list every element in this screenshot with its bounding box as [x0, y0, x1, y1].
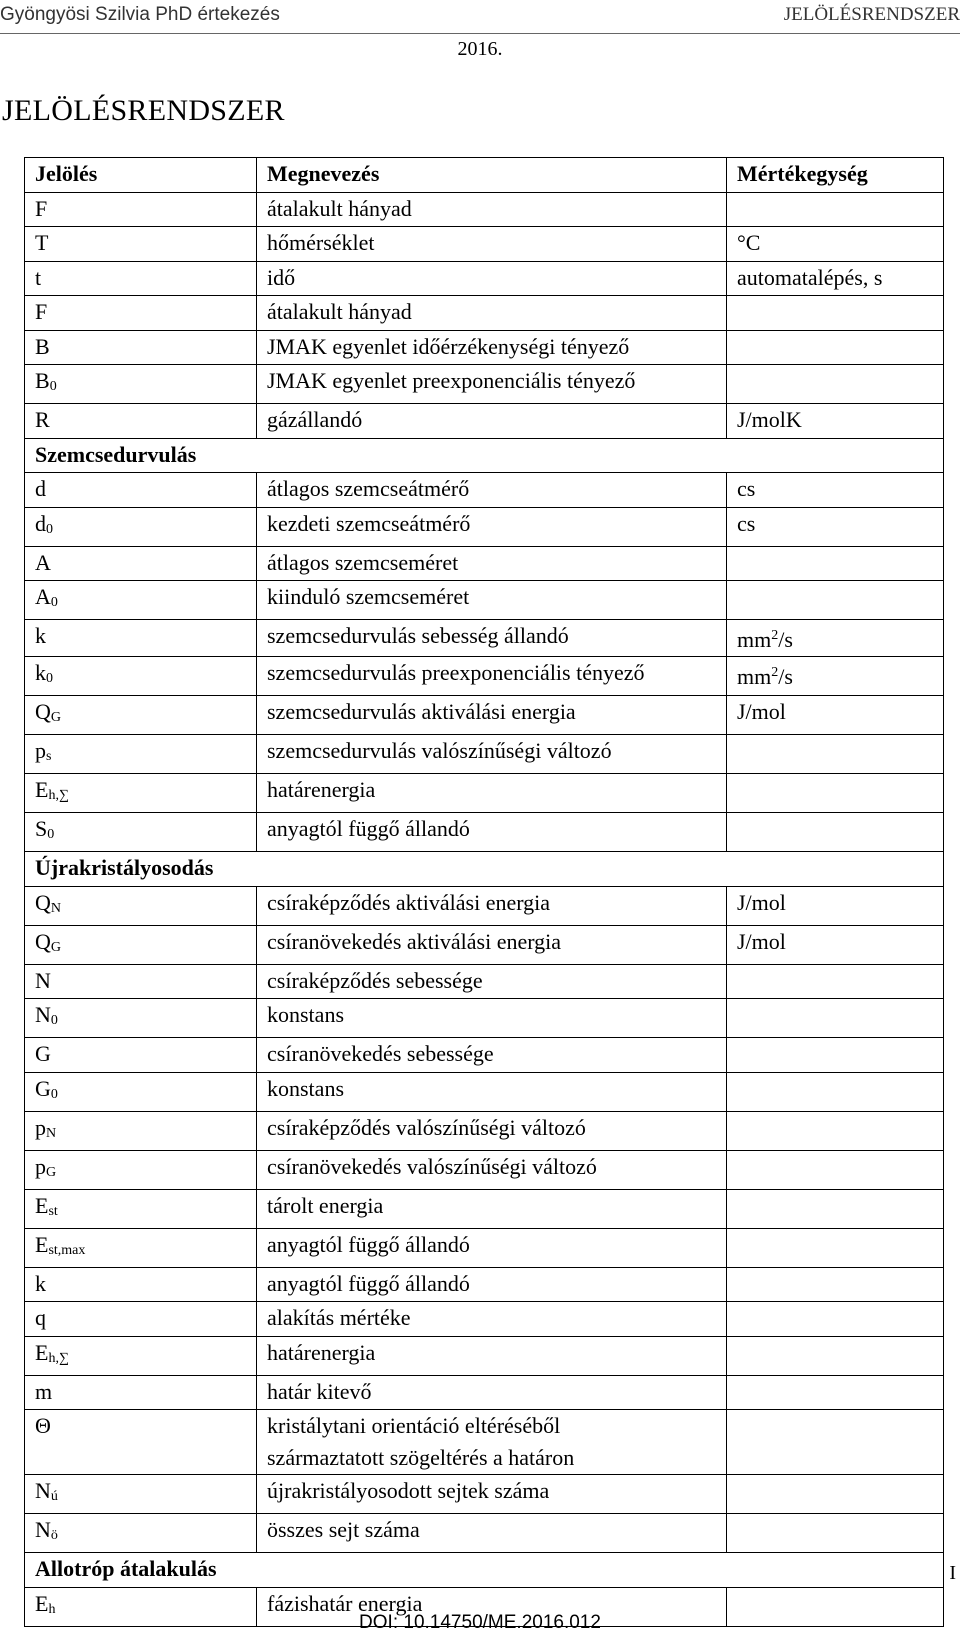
name-cell: [257, 546, 727, 581]
table-row: [25, 964, 944, 999]
symbol: p: [35, 1153, 46, 1179]
table-row: [25, 404, 944, 439]
table-row: [25, 581, 944, 620]
name-text: csíraképződés aktiválási energia: [267, 889, 551, 915]
symbol-cell: [25, 261, 257, 296]
table-row: [25, 507, 944, 546]
symbol-cell: [25, 1375, 257, 1410]
symbol: t: [35, 264, 42, 290]
unit-cell: [727, 507, 944, 546]
unit-cell: [727, 1072, 944, 1111]
name-cell: [257, 735, 727, 774]
symbol: m: [35, 1378, 53, 1404]
symbol-subscript: h: [48, 1601, 56, 1617]
symbol: S: [35, 816, 48, 841]
table-row: [25, 999, 944, 1038]
name-cell: [257, 1336, 727, 1375]
name-text: kezdeti szemcseátmérő: [267, 510, 471, 536]
symbol: E: [35, 1231, 49, 1257]
symbol-cell: [25, 1228, 257, 1267]
table-row: [25, 296, 944, 331]
unit-cell: [727, 365, 944, 404]
table-header-row: [25, 158, 944, 193]
unit-cell: [727, 696, 944, 735]
name-text: átlagos szemcseméret: [267, 549, 459, 575]
symbol-cell: [25, 735, 257, 774]
unit-superscript: 2: [771, 628, 779, 643]
name-cell: [257, 1302, 727, 1337]
symbol: q: [35, 1305, 46, 1330]
unit-text: J/molK: [737, 407, 802, 432]
symbol: G: [35, 1075, 51, 1101]
unit-text: automatalépés, s: [737, 264, 883, 290]
col-header-symbol: Jelölés: [25, 158, 257, 193]
unit-cell: [727, 925, 944, 964]
symbol: k: [35, 1270, 46, 1296]
table-row: [25, 774, 944, 813]
name-cell: [257, 261, 727, 296]
unit-cell: [727, 330, 944, 365]
section-heading: Újrakristályosodás: [25, 852, 944, 887]
unit-cell: [727, 1336, 944, 1375]
name-text: határenergia: [267, 777, 376, 802]
symbol: F: [35, 195, 48, 221]
name-text: összes sejt száma: [267, 1517, 420, 1542]
symbol-cell: [25, 365, 257, 404]
page-header-right: JELÖLÉSRENDSZER: [783, 4, 960, 25]
symbol-subscript: ú: [50, 1489, 58, 1504]
name-text: hőmérséklet: [267, 230, 375, 255]
unit-text: cs: [737, 510, 756, 536]
unit-text: J/mol: [737, 699, 786, 724]
table-row: [25, 261, 944, 296]
symbol-cell: [25, 473, 257, 508]
unit-cell: [727, 735, 944, 774]
table-row: [25, 1150, 944, 1189]
symbol-cell: [25, 1336, 257, 1375]
symbol-subscript: 0: [50, 1086, 58, 1102]
symbol: A: [35, 549, 51, 575]
name-text: csíranövekedés valószínűségi változó: [267, 1153, 597, 1179]
unit-text: J/mol: [737, 889, 786, 915]
table-row: [25, 696, 944, 735]
name-cell: [257, 886, 727, 925]
name-text: tárolt energia: [267, 1192, 384, 1218]
unit-text: mm: [737, 664, 772, 689]
symbol-cell: [25, 813, 257, 852]
symbol-subscript: 0: [50, 595, 58, 610]
unit-cell: [727, 227, 944, 262]
unit-superscript: 2: [771, 665, 779, 680]
symbol-cell: [25, 581, 257, 620]
symbol: R: [35, 407, 50, 432]
table-row: [25, 1228, 944, 1267]
symbol: F: [35, 299, 48, 324]
unit-cell: [727, 620, 944, 657]
symbol: N: [35, 1517, 51, 1542]
table-row: [25, 1475, 944, 1514]
symbol-subscript: s: [46, 749, 52, 764]
symbol: Θ: [35, 1413, 51, 1438]
unit-cell: [727, 1189, 944, 1228]
name-cell: [257, 813, 727, 852]
name-cell: [257, 1072, 727, 1111]
name-text: anyagtól függő állandó: [267, 816, 470, 841]
table-row: [25, 813, 944, 852]
unit-cell: [727, 546, 944, 581]
name-cell: [257, 925, 727, 964]
name-cell: [257, 1514, 727, 1553]
symbol-cell: [25, 296, 257, 331]
header-year: 2016.: [457, 38, 503, 60]
doi: DOI: 10.14750/ME.2016.012: [359, 1612, 601, 1633]
unit-cell: [727, 1038, 944, 1073]
table-row: [25, 1336, 944, 1375]
name-cell: [257, 696, 727, 735]
symbol: T: [35, 230, 49, 255]
table-row: [25, 886, 944, 925]
symbol-subscript: 0: [47, 827, 55, 842]
symbol-subscript: 0: [50, 1013, 58, 1028]
name-cell: [257, 296, 727, 331]
table-row: [25, 192, 944, 227]
name-cell: [257, 1228, 727, 1267]
unit-cell: [727, 813, 944, 852]
section-title: JELÖLÉSRENDSZER: [2, 94, 285, 127]
symbol: k: [35, 660, 46, 685]
name-cell: [257, 964, 727, 999]
symbol-cell: [25, 620, 257, 657]
table-row: [25, 1267, 944, 1302]
col-header-unit: Mértékegység: [727, 158, 944, 193]
page-header-left: Gyöngyösi Szilvia PhD értekezés: [0, 4, 280, 25]
table-row: [25, 1111, 944, 1150]
name-text: csíranövekedés aktiválási energia: [267, 928, 562, 954]
section-row: [25, 852, 944, 887]
symbol-subscript: st: [48, 1203, 58, 1219]
symbol: E: [35, 1339, 49, 1365]
symbol-cell: [25, 925, 257, 964]
name-text: szemcsedurvulás sebesség állandó: [267, 623, 569, 648]
table-row: [25, 473, 944, 508]
name-cell: [257, 1189, 727, 1228]
name-text: átlagos szemcseátmérő: [267, 476, 470, 501]
name-cell: [257, 774, 727, 813]
name-text: gázállandó: [267, 407, 363, 432]
symbol-subscript: 0: [46, 521, 53, 537]
symbol: d: [35, 510, 46, 536]
symbol: N: [35, 967, 51, 993]
symbol-cell: [25, 227, 257, 262]
symbol-cell: [25, 1150, 257, 1189]
table-body: [25, 192, 944, 1626]
symbol-subscript: G: [50, 710, 62, 725]
name-cell: [257, 1150, 727, 1189]
name-cell: [257, 1267, 727, 1302]
unit-text: °C: [737, 230, 761, 255]
symbol-cell: [25, 964, 257, 999]
symbol: E: [35, 777, 49, 802]
unit-cell: [727, 886, 944, 925]
unit-tail: /s: [778, 627, 793, 652]
table-row: [25, 546, 944, 581]
name-cell: [257, 1410, 727, 1475]
symbol-cell: [25, 1267, 257, 1302]
name-text: kiinduló szemcseméret: [267, 584, 470, 609]
name-text: határenergia: [267, 1339, 376, 1365]
table-row: [25, 735, 944, 774]
symbol-cell: [25, 330, 257, 365]
symbol-cell: [25, 1038, 257, 1073]
symbol-cell: [25, 404, 257, 439]
name-cell: [257, 1475, 727, 1514]
table-row: [25, 1410, 944, 1475]
page-number: I: [949, 1562, 956, 1584]
unit-text: cs: [737, 476, 756, 501]
unit-text: J/mol: [737, 928, 786, 954]
unit-cell: [727, 261, 944, 296]
table-row: [25, 1514, 944, 1553]
name-cell: [257, 330, 727, 365]
section-row: [25, 438, 944, 473]
name-cell: [257, 581, 727, 620]
symbol-cell: [25, 657, 257, 696]
symbol: E: [35, 1590, 49, 1616]
name-text: konstans: [267, 1075, 344, 1101]
unit-cell: [727, 657, 944, 696]
table-row: [25, 330, 944, 365]
name-text: konstans: [267, 1002, 344, 1027]
name-text: JMAK egyenlet preexponenciális tényező: [267, 368, 636, 393]
symbol-cell: [25, 1189, 257, 1228]
name-text: szemcsedurvulás preexponenciális tényező: [267, 660, 645, 685]
name-text: idő: [267, 264, 296, 290]
symbol-cell: [25, 1410, 257, 1475]
symbol: B: [35, 368, 50, 393]
symbol: Q: [35, 928, 51, 954]
symbol: k: [35, 623, 46, 648]
table-row: [25, 657, 944, 696]
name-text: szemcsedurvulás valószínűségi változó: [267, 738, 612, 763]
table-row: [25, 227, 944, 262]
name-cell: [257, 620, 727, 657]
table-row: [25, 1189, 944, 1228]
symbol: Q: [35, 699, 51, 724]
symbol: G: [35, 1041, 51, 1066]
symbol-subscript: N: [46, 1125, 57, 1141]
unit-cell: [727, 1514, 944, 1553]
table-row: [25, 925, 944, 964]
symbol-subscript: h,∑: [48, 788, 69, 803]
table-row: [25, 1375, 944, 1410]
name-cell: [257, 507, 727, 546]
symbol: p: [35, 738, 46, 763]
section-row: [25, 1553, 944, 1588]
symbol: N: [35, 1478, 51, 1503]
name-cell: [257, 365, 727, 404]
symbol-cell: [25, 999, 257, 1038]
unit-cell: [727, 1302, 944, 1337]
name-text: átalakult hányad: [267, 195, 412, 221]
name-cell: [257, 1375, 727, 1410]
unit-cell: [727, 1150, 944, 1189]
symbol: Q: [35, 889, 51, 915]
unit-cell: [727, 404, 944, 439]
unit-cell: [727, 1267, 944, 1302]
unit-cell: [727, 1228, 944, 1267]
symbol-subscript: 0: [49, 379, 57, 394]
col-header-name: Megnevezés: [257, 158, 727, 193]
symbol-subscript: 0: [46, 671, 53, 686]
symbol-cell: [25, 507, 257, 546]
symbol-subscript: G: [50, 939, 62, 955]
symbol-cell: [25, 886, 257, 925]
unit-cell: [727, 1475, 944, 1514]
symbol: p: [35, 1114, 46, 1140]
name-text: anyagtól függő állandó: [267, 1270, 470, 1296]
unit-cell: [727, 774, 944, 813]
name-text: JMAK egyenlet időérzékenységi tényező: [267, 333, 630, 359]
name-cell: [257, 404, 727, 439]
unit-cell: [727, 296, 944, 331]
section-heading: Allotróp átalakulás: [25, 1553, 944, 1588]
symbol-subscript: N: [50, 900, 62, 916]
name-cell: [257, 1038, 727, 1073]
unit-text: mm: [737, 627, 772, 652]
symbol: E: [35, 1192, 49, 1218]
symbol-subscript: G: [46, 1164, 57, 1180]
name-text: csíraképződés sebessége: [267, 967, 483, 993]
symbol-cell: [25, 1475, 257, 1514]
unit-cell: [727, 581, 944, 620]
section-heading: Szemcsedurvulás: [25, 438, 944, 473]
name-text: határ kitevő: [267, 1378, 372, 1404]
name-text-line2: származtatott szögeltérés a határon: [267, 1445, 575, 1470]
symbol-cell: [25, 1514, 257, 1553]
name-text: újrakristályosodott sejtek száma: [267, 1478, 550, 1503]
name-text: fázishatár energia: [267, 1590, 423, 1616]
symbol: B: [35, 333, 50, 359]
header-rule: [0, 33, 960, 34]
notation-table: [24, 157, 944, 1627]
symbol-subscript: h,∑: [48, 1350, 69, 1366]
symbol-subscript: st,max: [48, 1242, 86, 1258]
table-row: [25, 365, 944, 404]
symbol: N: [35, 1002, 51, 1027]
table-row: [25, 1302, 944, 1337]
name-text: kristálytani orientáció eltéréséből: [267, 1413, 561, 1438]
unit-cell: [727, 1410, 944, 1475]
name-text: szemcsedurvulás aktiválási energia: [267, 699, 576, 724]
name-cell: [257, 1111, 727, 1150]
name-cell: [257, 473, 727, 508]
symbol-cell: [25, 1302, 257, 1337]
table-row: [25, 1072, 944, 1111]
symbol-cell: [25, 774, 257, 813]
unit-cell: [727, 964, 944, 999]
symbol: d: [35, 476, 46, 501]
unit-cell: [727, 999, 944, 1038]
name-text: csíraképződés valószínűségi változó: [267, 1114, 586, 1140]
name-text: átalakult hányad: [267, 299, 412, 324]
unit-cell: [727, 1111, 944, 1150]
name-text: alakítás mértéke: [267, 1305, 411, 1330]
symbol-cell: [25, 1072, 257, 1111]
name-cell: [257, 657, 727, 696]
unit-tail: /s: [778, 664, 793, 689]
table-row: [25, 1038, 944, 1073]
table-row: [25, 620, 944, 657]
symbol: A: [35, 584, 51, 609]
unit-cell: [727, 192, 944, 227]
symbol-cell: [25, 1111, 257, 1150]
symbol-cell: [25, 192, 257, 227]
symbol-cell: [25, 546, 257, 581]
name-text: anyagtól függő állandó: [267, 1231, 470, 1257]
name-text: csíranövekedés sebessége: [267, 1041, 494, 1066]
symbol-cell: [25, 696, 257, 735]
name-cell: [257, 227, 727, 262]
name-cell: [257, 192, 727, 227]
symbol-subscript: ö: [50, 1528, 58, 1543]
name-cell: [257, 999, 727, 1038]
unit-cell: [727, 1375, 944, 1410]
unit-cell: [727, 473, 944, 508]
